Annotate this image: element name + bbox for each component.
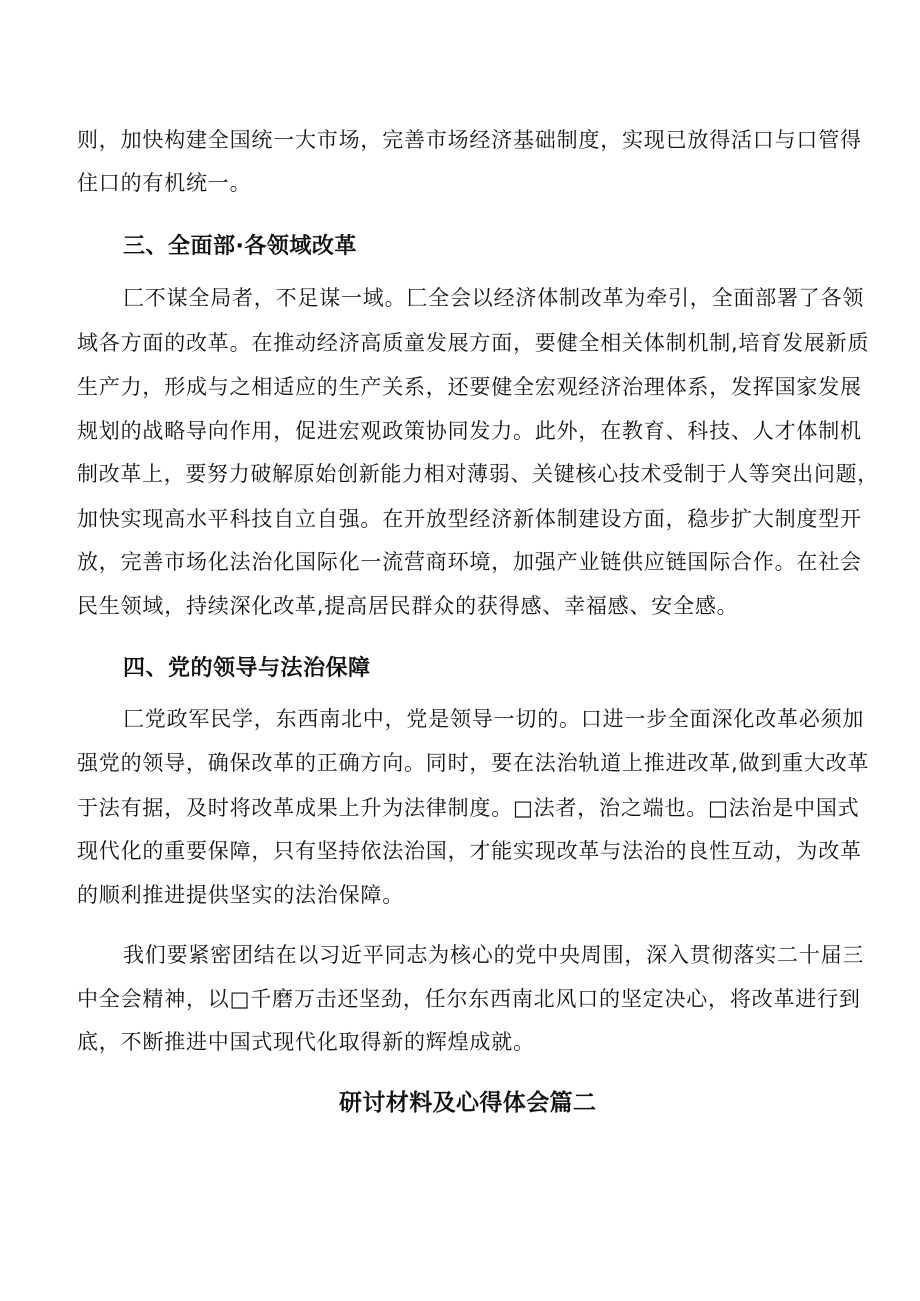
body-line: 民生领域，持续深化改革,提高居民群众的获得感、幸福感、安全感。 [77,594,739,618]
body-line: 制改革上，要努力破解原始创新能力相对薄弱、关键核心技术受制于人等突出问题， [77,462,879,486]
body-line: 于法有据，及时将改革成果上升为法律制度。□法者，治之端也。□法治是中国式 [77,796,860,820]
section-heading: 三、全面部·各领域改革 [123,234,357,259]
body-line: 域各方面的改革。在推动经济高质童发展方面，要健全相关体制机制,培育发展新质 [77,331,870,355]
body-line: 生产力，形成与之相适应的生产关系，还要健全宏观经济治理体系，发挥国家发展 [77,375,862,399]
body-line: 匚不谋全局者，不足谋一域。匚全会以经济体制改革为牵引，全面部署了各领 [123,286,865,310]
body-line: 中全会精神，以□千磨万击还坚劲，任尔东西南北风口的坚定决心，将改革进行到 [77,987,861,1011]
body-line: 我们要紧密团结在以习近平同志为核心的党中央周围，深入贯彻落实二十届三 [123,943,865,967]
body-line: 加快实现高水平科技自立自强。在开放型经济新体制建设方面，稳步扩大制度型开 [77,507,862,531]
article-title: 研讨材料及心得体会篇二 [339,1090,597,1116]
body-line: 放，完善市场化法治化国际化一流营商环境，加强产业链供应链国际合作。在社会 [77,550,862,574]
body-line: 底，不断推进中国式现代化取得新的辉煌成就。 [77,1030,535,1054]
body-line: 规划的战略导向作用，促进宏观政策协同发力。此外，在教育、科技、人才体制机 [77,419,862,443]
body-line: 现代化的重要保障，只有坚持依法治国，才能实现改革与法治的良性互动，为改革 [77,839,862,863]
body-line: 住口的有机统一。 [77,171,252,195]
body-line: 的顺利推进提供坚实的法治保障。 [77,883,404,907]
body-line: 匚党政军民学，东西南北中，党是领导一切的。口进一步全面深化改革必须加 [123,707,865,731]
section-heading: 四、党的领导与法治保障 [123,656,371,681]
body-line: 则，加快构建全国统一大市场，完善市场经济基础制度，实现已放得活口与口管得 [77,128,862,152]
body-line: 强党的领导，确保改革的正确方向。同时，要在法治轨道上推进改革,做到重大改革 [77,751,870,775]
